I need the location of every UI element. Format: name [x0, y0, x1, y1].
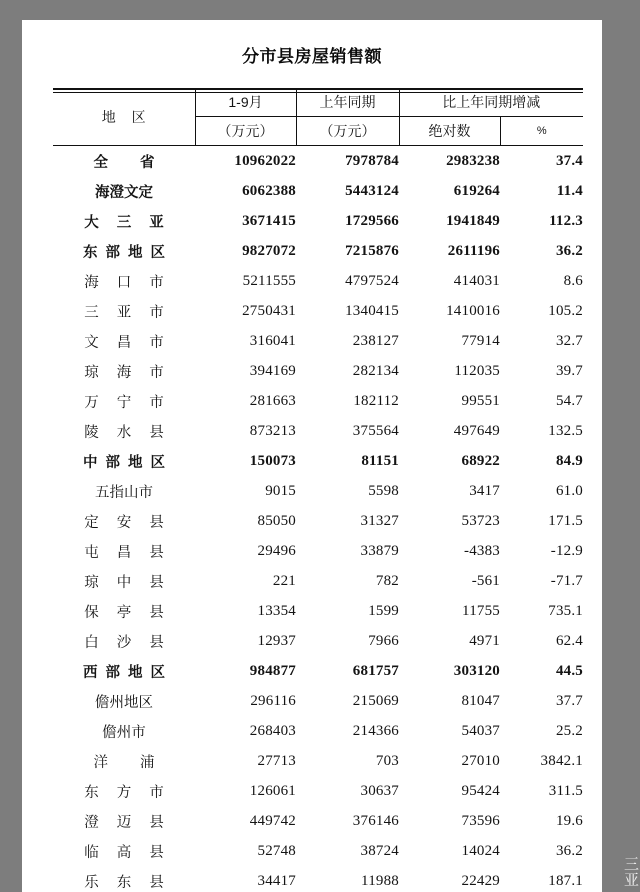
row-last-value: 214366 [352, 722, 399, 739]
table-row [53, 716, 583, 746]
row-pct-value: 112.3 [549, 212, 583, 229]
table-row [53, 296, 583, 326]
header-current-period [195, 88, 296, 146]
row-current-value: 394169 [249, 362, 296, 379]
row-region-label: 儋州地区 [95, 694, 153, 711]
row-last-value: 1599 [368, 602, 399, 619]
row-region-label: 儋州市 [102, 724, 146, 741]
header-region: 地 区 [53, 88, 195, 146]
row-region-label: 中部地区 [83, 454, 173, 471]
row-abs-value: 112035 [454, 362, 500, 379]
row-abs-value: 2611196 [447, 242, 500, 259]
row-last-value: 4797524 [345, 272, 399, 289]
row-pct-value: 3842.1 [540, 752, 583, 769]
table-row [53, 866, 583, 892]
row-region-label: 白 沙 县 [84, 634, 171, 651]
row-current-value: 13354 [257, 602, 296, 619]
row-current-value: 984877 [249, 662, 296, 679]
row-abs-value: 497649 [453, 422, 500, 439]
row-pct-value: -12.9 [550, 542, 583, 559]
row-region-label: 保 亭 县 [84, 604, 171, 621]
row-abs-value: 99551 [461, 392, 500, 409]
row-current-value: 27713 [257, 752, 296, 769]
page-title: 分市县房屋销售额 [242, 47, 382, 66]
row-abs-value: 414031 [453, 272, 500, 289]
header-last-year [296, 88, 399, 146]
table-row [53, 626, 583, 656]
row-pct-value: 25.2 [555, 722, 583, 739]
row-pct-value: 37.4 [555, 152, 583, 169]
row-current-value: 6062388 [242, 182, 296, 199]
row-pct-value: 39.7 [555, 362, 583, 379]
table-row [53, 746, 583, 776]
row-pct-value: 187.1 [548, 872, 583, 889]
row-pct-value: 37.7 [555, 692, 583, 709]
row-region-label: 定 安 县 [84, 514, 171, 531]
row-current-value: 281663 [249, 392, 296, 409]
scanned-page [22, 20, 602, 892]
row-pct-value: 61.0 [555, 482, 583, 499]
row-current-value: 5211555 [242, 272, 296, 289]
row-region-label: 屯 昌 县 [84, 544, 171, 561]
table-row [53, 596, 583, 626]
row-abs-value: 11755 [462, 602, 500, 619]
row-abs-value: 1941849 [446, 212, 500, 229]
row-current-value: 34417 [257, 872, 296, 889]
header-percent-change: % [500, 117, 583, 146]
row-abs-value: 4971 [469, 632, 500, 649]
header-change-group: 比上年同期增减 [399, 88, 583, 117]
row-last-value: 215069 [352, 692, 399, 709]
row-current-value: 449742 [249, 812, 296, 829]
side-watermark-text: 三亚 [622, 856, 638, 888]
row-last-value: 7215876 [345, 242, 399, 259]
table-row [53, 206, 583, 236]
row-current-value: 2750431 [242, 302, 296, 319]
row-region-label: 万 宁 市 [84, 394, 171, 411]
row-last-value: 782 [375, 572, 399, 589]
row-region-label: 三 亚 市 [84, 304, 171, 321]
row-current-value: 52748 [257, 842, 296, 859]
row-last-value: 182112 [353, 392, 399, 409]
row-current-value: 10962022 [234, 152, 296, 169]
row-current-value: 221 [272, 572, 296, 589]
row-abs-value: -561 [471, 572, 500, 589]
row-region-label: 洋 浦 [93, 754, 169, 771]
row-current-value: 126061 [249, 782, 296, 799]
row-last-value: 375564 [352, 422, 399, 439]
row-pct-value: 735.1 [548, 602, 583, 619]
row-last-value: 282134 [352, 362, 399, 379]
row-pct-value: 32.7 [555, 332, 583, 349]
row-region-label: 临 高 县 [84, 844, 171, 861]
header-current-period-label: 1-9月 [196, 89, 296, 117]
row-region-label: 东 方 市 [84, 784, 171, 801]
table-row [53, 536, 583, 566]
row-pct-value: 36.2 [555, 842, 583, 859]
row-region-label: 陵 水 县 [84, 424, 171, 441]
row-current-value: 9015 [265, 482, 296, 499]
row-last-value: 31327 [360, 512, 399, 529]
table-row [53, 506, 583, 536]
row-last-value: 681757 [352, 662, 399, 679]
row-pct-value: 19.6 [555, 812, 583, 829]
row-pct-value: 62.4 [555, 632, 583, 649]
row-last-value: 11988 [361, 872, 399, 889]
row-current-value: 316041 [249, 332, 296, 349]
row-current-value: 9827072 [242, 242, 296, 259]
table-row [53, 446, 583, 476]
table-row [53, 356, 583, 386]
row-region-label: 文 昌 市 [84, 334, 171, 351]
row-region-label: 海 口 市 [84, 274, 171, 291]
header-last-year-label: 上年同期 [297, 89, 399, 117]
row-abs-value: 73596 [461, 812, 500, 829]
row-abs-value: 3417 [469, 482, 500, 499]
table-body [53, 146, 583, 892]
table-row [53, 836, 583, 866]
header-current-period-unit: （万元） [217, 122, 274, 139]
row-abs-value: 81047 [461, 692, 500, 709]
row-region-label: 五指山市 [95, 484, 153, 501]
row-last-value: 1729566 [345, 212, 399, 229]
row-abs-value: 27010 [461, 752, 500, 769]
row-pct-value: 54.7 [555, 392, 583, 409]
row-pct-value: 84.9 [555, 452, 583, 469]
row-region-label: 澄 迈 县 [84, 814, 171, 831]
row-region-label: 大 三 亚 [84, 214, 171, 231]
table-row [53, 656, 583, 686]
row-pct-value: 105.2 [548, 302, 583, 319]
row-current-value: 150073 [249, 452, 296, 469]
row-last-value: 33879 [360, 542, 399, 559]
row-last-value: 1340415 [345, 302, 399, 319]
row-region-label: 全 省 [93, 154, 169, 171]
row-abs-value: 619264 [453, 182, 500, 199]
row-current-value: 296116 [250, 692, 296, 709]
row-abs-value: 1410016 [446, 302, 500, 319]
row-last-value: 703 [375, 752, 399, 769]
row-region-label: 海澄文定 [95, 184, 153, 201]
row-region-label: 乐 东 县 [84, 874, 171, 891]
row-current-value: 268403 [249, 722, 296, 739]
row-last-value: 38724 [360, 842, 399, 859]
right-gutter [602, 0, 640, 892]
row-last-value: 81151 [361, 452, 399, 469]
row-pct-value: 8.6 [563, 272, 583, 289]
row-pct-value: 44.5 [555, 662, 583, 679]
row-pct-value: 132.5 [548, 422, 583, 439]
row-abs-value: 54037 [461, 722, 500, 739]
row-current-value: 3671415 [242, 212, 296, 229]
header-absolute-change: 绝对数 [399, 117, 500, 146]
row-current-value: 29496 [257, 542, 296, 559]
row-last-value: 30637 [360, 782, 399, 799]
row-last-value: 7966 [368, 632, 399, 649]
row-pct-value: 11.4 [556, 182, 583, 199]
row-last-value: 238127 [352, 332, 399, 349]
row-current-value: 873213 [249, 422, 296, 439]
table-row [53, 686, 583, 716]
row-region-label: 西部地区 [83, 664, 173, 681]
row-abs-value: 68922 [461, 452, 500, 469]
header-last-year-unit: （万元） [319, 122, 376, 139]
row-abs-value: 14024 [461, 842, 500, 859]
row-last-value: 5598 [368, 482, 399, 499]
statistics-table [53, 88, 583, 892]
table-row [53, 776, 583, 806]
table-row [53, 476, 583, 506]
row-current-value: 12937 [257, 632, 296, 649]
table-row [53, 386, 583, 416]
row-last-value: 376146 [352, 812, 399, 829]
row-abs-value: 95424 [461, 782, 500, 799]
row-pct-value: 171.5 [548, 512, 583, 529]
row-last-value: 7978784 [345, 152, 399, 169]
row-abs-value: 2983238 [446, 152, 500, 169]
table-header [53, 88, 583, 146]
row-region-label: 东部地区 [83, 244, 173, 261]
row-abs-value: 53723 [461, 512, 500, 529]
row-region-label: 琼 中 县 [84, 574, 171, 591]
table-row [53, 806, 583, 836]
table-row [53, 176, 583, 206]
row-pct-value: -71.7 [550, 572, 583, 589]
table-row [53, 146, 583, 177]
table-row [53, 326, 583, 356]
row-abs-value: -4383 [464, 542, 500, 559]
table-row [53, 236, 583, 266]
row-current-value: 85050 [257, 512, 296, 529]
row-pct-value: 311.5 [548, 782, 583, 799]
table-row [53, 266, 583, 296]
row-region-label: 琼 海 市 [84, 364, 171, 381]
row-abs-value: 77914 [461, 332, 500, 349]
table-row [53, 416, 583, 446]
row-last-value: 5443124 [345, 182, 399, 199]
row-pct-value: 36.2 [555, 242, 583, 259]
row-abs-value: 22429 [461, 872, 500, 889]
table-row [53, 566, 583, 596]
row-abs-value: 303120 [453, 662, 500, 679]
